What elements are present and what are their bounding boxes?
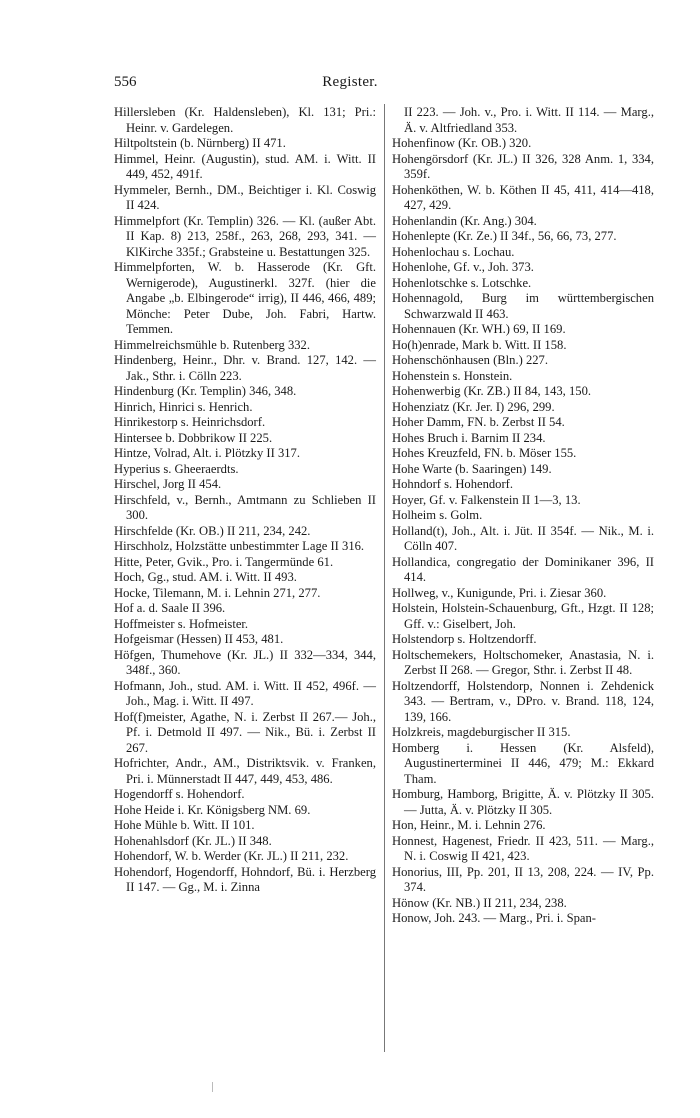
register-entry: Hillersleben (Kr. Haldensleben), Kl. 131; Pri.: Heinr. v. Gardelegen. — [114, 105, 376, 135]
register-entry: Hofmann, Joh., stud. AM. i. Witt. II 452, 496f. — Joh., Mag. i. Witt. II 497. — [114, 678, 376, 708]
register-entry: Himmelpfort (Kr. Templin) 326. — Kl. (außer Abt. II Kap. 8) 213, 258f., 263, 268, 293, 341. — KlKirche 335f.; Grabsteine u. Bestattungen 325. — [114, 213, 376, 259]
register-entry: Hocke, Tilemann, M. i. Lehnin 271, 277. — [114, 585, 321, 600]
register-entry: Hof(f)meister, Agathe, N. i. Zerbst II 267.— Joh., Pf. i. Detmold II 497. — Nik., Bü. i. Zerbst II 267. — [114, 709, 376, 755]
running-title: Register. — [322, 74, 378, 90]
register-entry: Hohengörsdorf (Kr. JL.) II 326, 328 Anm. 1, 334, 359f. — [392, 151, 654, 181]
register-entry: Hohendorf, Hogendorff, Hohndorf, Bü. i. Herzberg II 147. — Gg., M. i. Zinna — [114, 864, 376, 894]
register-entry: Hirschfeld, v., Bernh., Amtmann zu Schlieben II 300. — [114, 492, 376, 522]
register-entry: Hohe Mühle b. Witt. II 101. — [114, 818, 255, 832]
register-entry: Hohendorf, W. b. Werder (Kr. JL.) II 211, 232. — [114, 849, 349, 863]
page-number: 556 — [114, 74, 137, 90]
register-entry: Ho(h)enrade, Mark b. Witt. II 158. — [392, 337, 567, 352]
register-entry: Holzkreis, magdeburgischer II 315. — [392, 725, 571, 739]
register-entry: Hohenköthen, W. b. Köthen II 45, 411, 414—418, 427, 429. — [392, 182, 654, 212]
register-entry: Hohe Heide i. Kr. Königsberg NM. 69. — [114, 802, 311, 817]
register-entry: Hoffmeister s. Hofmeister. — [114, 616, 249, 631]
register-entry: Holtschemekers, Holtschomeker, Anastasia, N. i. Zerbst II 268. — Gregor, Sthr. i. Zerbst II 48. — [392, 647, 654, 677]
register-entry: Himmel, Heinr. (Augustin), stud. AM. i. Witt. II 449, 452, 491f. — [114, 151, 376, 181]
register-entry: Hohndorf s. Hohendorf. — [392, 477, 514, 491]
register-entry: Hyperius s. Gheeraerdts. — [114, 461, 239, 476]
register-entry: Hinrich, Hinrici s. Henrich. — [114, 399, 253, 414]
register-entry: Hönow (Kr. NB.) II 211, 234, 238. — [392, 895, 567, 910]
register-entry: Hymmeler, Bernh., DM., Beichtiger i. Kl. Coswig II 424. — [114, 182, 376, 212]
register-entry: Hirschfelde (Kr. OB.) II 211, 234, 242. — [114, 523, 311, 538]
register-entry: Honnest, Hagenest, Friedr. II 423, 511. — Marg., N. i. Coswig II 421, 423. — [392, 833, 654, 863]
register-entry: Hofrichter, Andr., AM., Distriktsvik. v. Franken, Pri. i. Münnerstadt II 447, 449, 453, 486. — [114, 756, 376, 786]
register-entry: Holstendorp s. Holtzendorff. — [392, 632, 537, 646]
register-entry: Hirschel, Jorg II 454. — [114, 477, 222, 491]
register-entry: Hohenstein s. Honstein. — [392, 368, 513, 383]
register-entry: Hohe Warte (b. Saaringen) 149. — [392, 461, 552, 476]
register-entry: Holtzendorff, Holstendorp, Nonnen i. Zehdenick 343. — Bertram, v., DPro. v. Brand. 118, 124, 139, 166. — [392, 678, 654, 724]
register-entry: Hofgeismar (Hessen) II 453, 481. — [114, 632, 284, 646]
register-entry: Hintersee b. Dobbrikow II 225. — [114, 430, 273, 445]
register-entry: Holstein, Holstein-Schauenburg, Gft., Hzgt. II 128; Gff. v.: Giselbert, Joh. — [392, 601, 654, 631]
register-entry: Honow, Joh. 243. — Marg., Pri. i. Span- — [392, 911, 596, 925]
register-entry: Hohenziatz (Kr. Jer. I) 296, 299. — [392, 399, 555, 414]
register-entry: Hollandica, congregatio der Dominikaner 396, II 414. — [392, 554, 654, 584]
left-column — [114, 105, 376, 896]
register-entry: Hoher Damm, FN. b. Zerbst II 54. — [392, 415, 565, 429]
register-entry: Hirschholz, Holzstätte unbestimmter Lage II 316. — [114, 539, 365, 553]
register-entry: Hohes Bruch i. Barnim II 234. — [392, 430, 546, 445]
register-entry: Hohenahlsdorf (Kr. JL.) II 348. — [114, 833, 272, 848]
register-entry: Hohes Kreuzfeld, FN. b. Möser 155. — [392, 446, 577, 460]
register-entry: Hohenschönhausen (Bln.) 227. — [392, 353, 548, 367]
register-entry: Höfgen, Thumehove (Kr. JL.) II 332—334, 344, 348f., 360. — [114, 647, 376, 677]
register-entry: Hintze, Volrad, Alt. i. Plötzky II 317. — [114, 446, 300, 460]
register-entry: Himmelpforten, W. b. Hasserode (Kr. Gft. Wernigerode), Augustinerkl. 327f. (hier die Angabe „b. Elbingerode“ irrig), II 446, 466, 489; Mönche: Peter Dube, Joh. Fabri, Hartw. Temmen. — [114, 260, 376, 336]
register-entry: Hohennauen (Kr. WH.) 69, II 169. — [392, 322, 566, 336]
register-entry: Hoch, Gg., stud. AM. i. Witt. II 493. — [114, 570, 297, 584]
register-entry: Hohennagold, Burg im württembergischen Schwarzwald II 463. — [392, 291, 654, 321]
register-entry: Hitte, Peter, Gvik., Pro. i. Tangermünde 61. — [114, 554, 334, 569]
right-column — [392, 105, 654, 927]
register-entry: Hindenberg, Heinr., Dhr. v. Brand. 127, 142. — Jak., Sthr. i. Cölln 223. — [114, 353, 376, 383]
register-entry: Holheim s. Golm. — [392, 508, 483, 522]
register-entry: Homburg, Hamborg, Brigitte, Ä. v. Plötzky II 305. — Jutta, Ä. v. Plötzky II 305. — [392, 787, 654, 817]
register-entry: Hoyer, Gf. v. Falkenstein II 1—3, 13. — [392, 492, 581, 507]
printer-mark — [212, 1082, 213, 1092]
register-entry: Hohenwerbig (Kr. ZB.) II 84, 143, 150. — [392, 384, 592, 398]
register-entry: Hiltpoltstein (b. Nürnberg) II 471. — [114, 136, 286, 150]
register-entry: Hohenlochau s. Lochau. — [392, 244, 515, 259]
register-entry: Honorius, III, Pp. 201, II 13, 208, 224. — IV, Pp. 374. — [392, 864, 654, 894]
register-entry: Himmelreichsmühle b. Rutenberg 332. — [114, 337, 310, 352]
register-entry: Hohenlohe, Gf. v., Joh. 373. — [392, 260, 534, 274]
register-entry: Hogendorff s. Hohendorf. — [114, 787, 245, 801]
register-entry: Hon, Heinr., M. i. Lehnin 276. — [392, 818, 546, 832]
register-entry: Hindenburg (Kr. Templin) 346, 348. — [114, 384, 297, 398]
register-entry: Hollweg, v., Kunigunde, Pri. i. Ziesar 360. — [392, 585, 607, 600]
register-entry: Hohenlepte (Kr. Ze.) II 34f., 56, 66, 73, 277. — [392, 229, 617, 243]
register-entry: Hohenfinow (Kr. OB.) 320. — [392, 136, 532, 150]
column-divider — [384, 104, 385, 1052]
register-entry: Hinrikestorp s. Heinrichsdorf. — [114, 415, 266, 429]
register-entry: Hof a. d. Saale II 396. — [114, 601, 226, 615]
register-entry: Hohenlandin (Kr. Ang.) 304. — [392, 213, 537, 228]
register-entry: II 223. — Joh. v., Pro. i. Witt. II 114. — Marg., Ä. v. Altfriedland 353. — [404, 105, 654, 135]
register-entry: Holland(t), Joh., Alt. i. Jüt. II 354f. — Nik., M. i. Cölln 407. — [392, 523, 654, 553]
register-entry: Hohenlotschke s. Lotschke. — [392, 275, 532, 290]
register-entry: Homberg i. Hessen (Kr. Alsfeld), Augustinerterminei II 446, 479; M.: Ekkard Tham. — [392, 740, 654, 786]
